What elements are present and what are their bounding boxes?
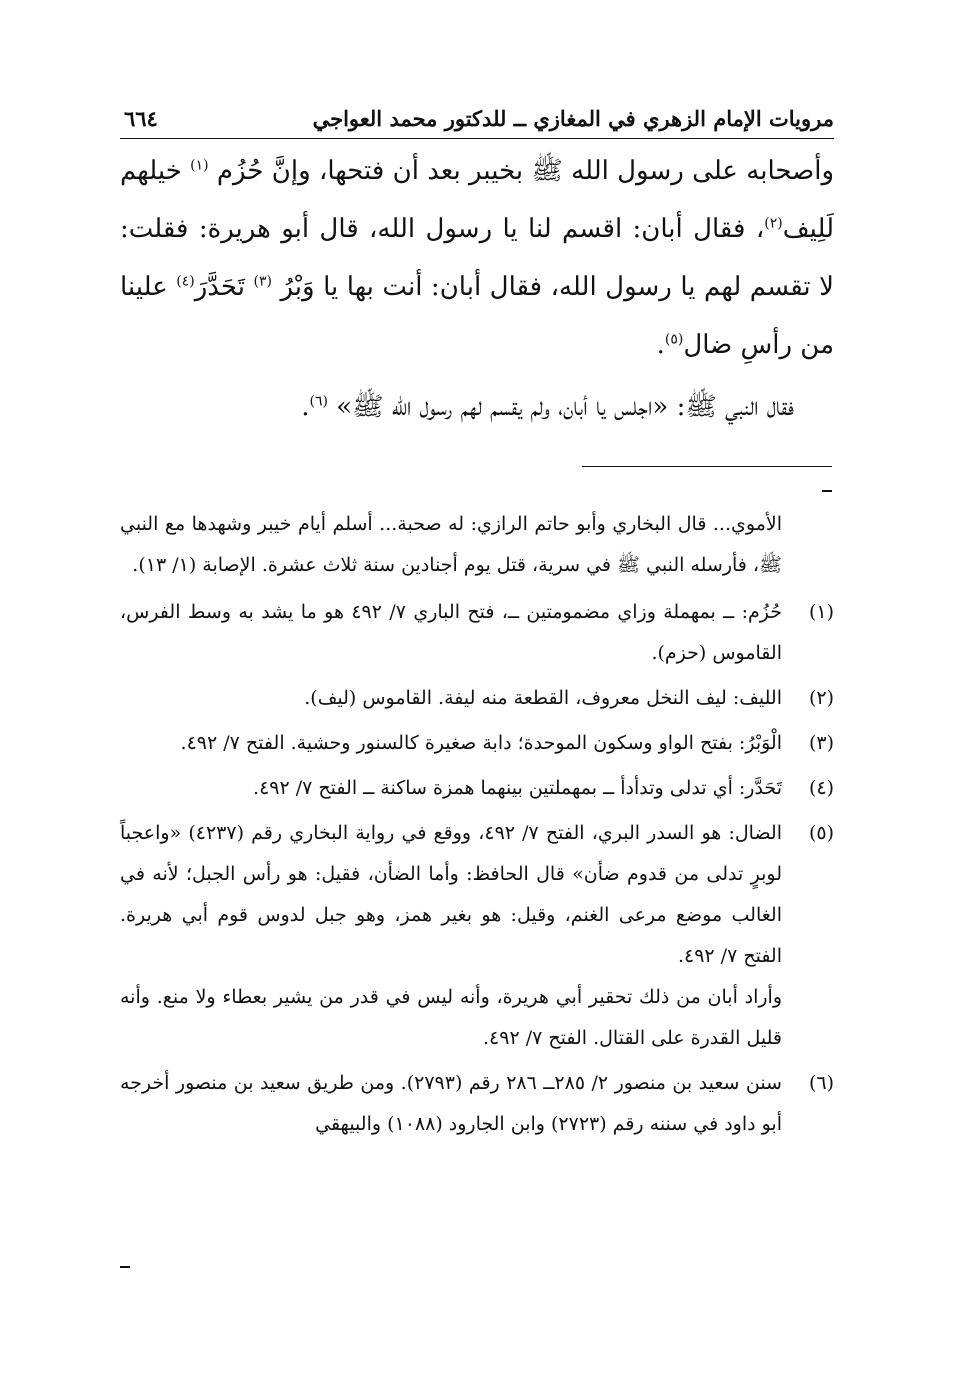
page-number: ٦٦٤ [124,106,158,131]
main-text [120,142,834,436]
footnote-number: (٥) [808,822,834,844]
footnote-ref-1[interactable]: (١) [190,157,209,174]
footnote-2 [120,678,834,719]
footnote-number: (٦) [808,1072,834,1094]
footnote-separator [582,466,832,467]
footnote-4 [120,768,834,809]
footnote-ref-6[interactable]: (٦) [309,393,328,410]
footnote-text: وأراد أبان من ذلك تحقير أبي هريرة، وأنه ليس في قدر من يشير بعطاء ولا منع. وأنه قليل القدرة على القتال. الفتح ٧/ ٤٩٢. [120,986,782,1049]
footnote-3 [120,723,834,764]
footnote-number: (٤) [808,777,834,799]
footnote-continuation: الأموي... قال البخاري وأبو حاتم الرازي: له صحبة... أسلم أيام خيبر وشهدها مع النبي ﷺ، فأرسله النبي ﷺ في سرية، قتل يوم أجنادين سنة ثلاث عشرة. الإصابة (١/ ١٣). [120,513,782,576]
footnote-5 [120,813,834,1059]
footnote-text: الليف: ليف النخل معروف، القطعة منه ليفة. القاموس (ليف). [304,687,782,709]
quote-paragraph [120,378,834,436]
text-run: تَحَدَّرَ [194,272,254,302]
running-header [120,104,834,139]
footnote-ref-3[interactable]: (٣) [253,273,272,290]
text-run: ، فقال أبان: اقسم لنا يا رسول الله، قال أبو هريرة: فقلت: لا تقسم لهم يا رسول الله، فقال أبان: أنت بها يا وَبْرُ [120,214,834,302]
footnote-ref-4[interactable]: (٤) [176,273,195,290]
text-run: خيلهم لَلِيف [120,156,834,244]
footnote-text: سنن سعيد بن منصور ٢/ ٢٨٥ــ ٢٨٦ رقم (٢٧٩٣). ومن طريق سعيد بن منصور أخرجه أبو داود في سننه رقم (٢٧٢٣) وابن الجارود (١٠٨٨) والبيهقي [120,1072,782,1135]
text-run: وأصحابه على رسول الله ﷺ بخيبر بعد أن فتحها، وإنَّ حُزُم [208,156,835,186]
continuation-mark-top [822,490,832,492]
footnote-1 [120,592,834,674]
text-run: فقال النبي ﷺ: «اجلس يا أبان، ولم يقسم لهم رسول الله ﷺ» [327,392,794,422]
text-run: علينا من رأسِ ضال [120,272,834,360]
running-title: مرويات الإمام الزهري في المغازي ــ للدكتور محمد العواجي [312,106,834,131]
footnote-number: (٣) [808,732,834,754]
continuation-mark-bottom [120,1266,130,1268]
footnote-ref-5[interactable]: (٥) [664,331,684,348]
footnote-number: (١) [808,601,834,623]
footnote-6 [120,1063,834,1145]
footnote-number: (٢) [808,687,834,709]
footnote-text: حُزُم: ــ بمهملة وزاي مضمومتين ــ، فتح الباري ٧/ ٤٩٢ هو ما يشد به وسط الفرس، القاموس (حزم). [120,601,782,664]
main-paragraph [120,142,834,374]
text-run: . [656,330,665,360]
footnotes [120,504,834,1149]
footnote-text: الضال: هو السدر البري، الفتح ٧/ ٤٩٢، ووقع في رواية البخاري رقم (٤٢٣٧) «واعجباً لوبرٍ تدلى من قدوم ضأن» قال الحافظ: وأما الضأن، فقيل: هو رأس الجبل؛ لأنه في الغالب موضع مرعى الغنم، وقيل: هو بغير همز، وهو جبل لدوس قوم أبي هريرة. الفتح ٧/ ٤٩٢. [120,822,782,967]
footnote-text: تَحَدَّر: أي تدلى وتدأدأ ــ بمهملتين بينهما همزة ساكنة ــ الفتح ٧/ ٤٩٢. [253,777,782,799]
text-run: . [301,392,310,422]
footnote-text: الْوَبْرُ: بفتح الواو وسكون الموحدة؛ دابة صغيرة كالسنور وحشية. الفتح ٧/ ٤٩٢. [180,732,782,754]
footnote-ref-2[interactable]: (٢) [764,215,783,232]
